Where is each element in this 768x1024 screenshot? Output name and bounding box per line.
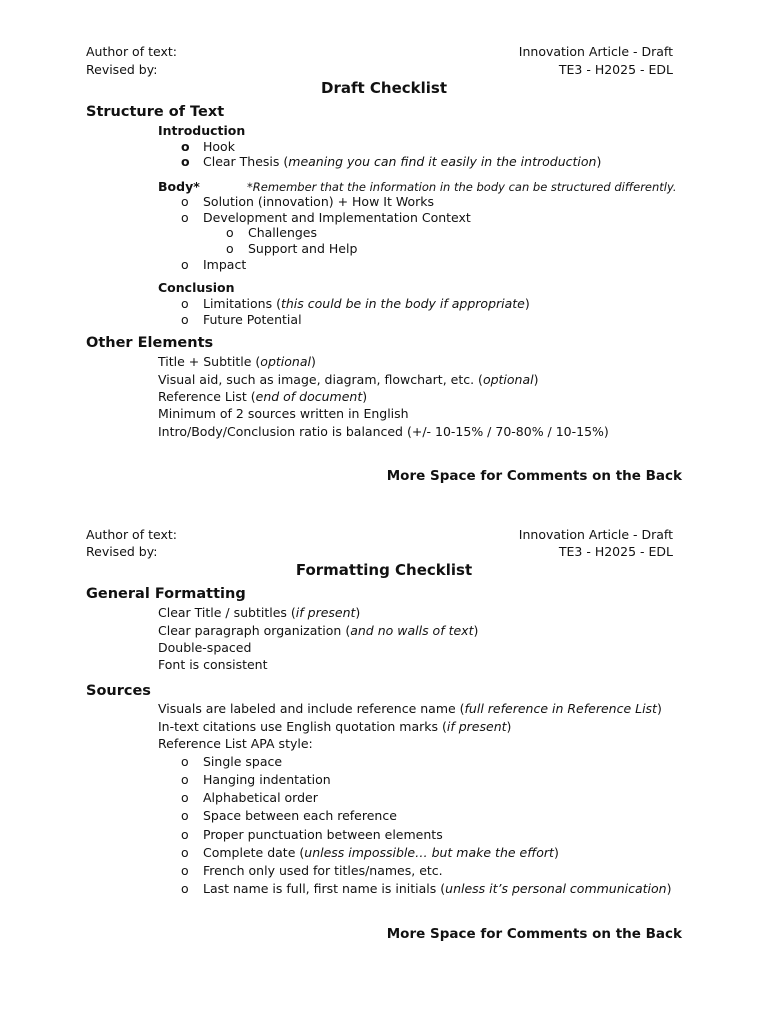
sub-item: Development and Implementation Context bbox=[203, 210, 471, 225]
checklist-item: Reference List APA style: bbox=[158, 736, 313, 751]
section-heading: Structure of Text bbox=[86, 104, 225, 120]
circle-bullet-icon: o bbox=[181, 808, 189, 823]
circle-bullet-icon: o bbox=[181, 312, 189, 327]
checklist-item: Reference List (end of document) bbox=[158, 389, 368, 404]
author-label: Author of text: bbox=[86, 527, 177, 542]
checklist-item: In-text citations use English quotation marks (if present) bbox=[158, 719, 512, 734]
checklist-item: Font is consistent bbox=[158, 657, 268, 672]
checklist-item: Introduction bbox=[158, 123, 246, 138]
revised-label: Revised by: bbox=[86, 544, 158, 559]
page-title: Draft Checklist bbox=[321, 79, 447, 97]
article-label: Innovation Article - Draft bbox=[518, 44, 673, 59]
circle-bullet-icon: o bbox=[181, 296, 189, 311]
checklist-item: Double-spaced bbox=[158, 640, 252, 655]
sub-sub-item: Challenges bbox=[248, 225, 318, 240]
back-note: More Space for Comments on the Back bbox=[386, 926, 682, 942]
course-label: TE3 - H2025 - EDL bbox=[558, 62, 673, 77]
course-label: TE3 - H2025 - EDL bbox=[558, 544, 673, 559]
sub-item: Impact bbox=[203, 257, 247, 272]
sub-item: Last name is full, first name is initials (unless it’s personal communication) bbox=[203, 881, 672, 896]
circle-bullet-icon: o bbox=[181, 154, 190, 169]
checklist-item: Clear paragraph organization (and no walls of text) bbox=[158, 623, 479, 638]
sub-item: Space between each reference bbox=[203, 808, 397, 823]
checklist-item: Conclusion bbox=[158, 280, 235, 295]
checklist-item: Visual aid, such as image, diagram, flowchart, etc. (optional) bbox=[158, 372, 539, 387]
circle-bullet-icon: o bbox=[181, 194, 189, 209]
checklist-item: Title + Subtitle (optional) bbox=[158, 354, 316, 369]
circle-bullet-icon: o bbox=[181, 790, 189, 805]
sub-item: Limitations (this could be in the body if appropriate) bbox=[203, 296, 530, 311]
circle-bullet-icon: o bbox=[181, 881, 189, 896]
checklist-item: Visuals are labeled and include reference name (full reference in Reference List) bbox=[158, 701, 662, 716]
circle-bullet-icon: o bbox=[181, 845, 189, 860]
sub-item: Hook bbox=[203, 139, 235, 154]
sub-sub-item: Support and Help bbox=[248, 241, 358, 256]
revised-label: Revised by: bbox=[86, 62, 158, 77]
back-note: More Space for Comments on the Back bbox=[386, 468, 682, 484]
circle-bullet-icon: o bbox=[181, 210, 189, 225]
sub-item: French only used for titles/names, etc. bbox=[203, 863, 443, 878]
circle-bullet-icon: o bbox=[181, 754, 189, 769]
section-heading: Sources bbox=[86, 683, 151, 699]
article-label: Innovation Article - Draft bbox=[518, 527, 673, 542]
circle-bullet-icon: o bbox=[181, 772, 189, 787]
circle-bullet-icon: o bbox=[181, 827, 189, 842]
body-note: *Remember that the information in the body can be structured differently. bbox=[247, 180, 677, 194]
checklist-item: Clear Title / subtitles (if present) bbox=[158, 605, 361, 620]
author-label: Author of text: bbox=[86, 44, 177, 59]
checklist-item: Minimum of 2 sources written in English bbox=[158, 406, 409, 421]
sub-item: Solution (innovation) + How It Works bbox=[203, 194, 435, 209]
sub-item: Alphabetical order bbox=[203, 790, 318, 805]
circle-bullet-icon: o bbox=[181, 863, 189, 878]
sub-item: Hanging indentation bbox=[203, 772, 331, 787]
section-heading: General Formatting bbox=[86, 586, 246, 602]
circle-bullet-icon: o bbox=[181, 257, 189, 272]
sub-item: Complete date (unless impossible… but make the effort) bbox=[203, 845, 559, 860]
section-heading: Other Elements bbox=[86, 335, 214, 351]
sub-item: Clear Thesis (meaning you can find it easily in the introduction) bbox=[203, 154, 602, 169]
circle-bullet-icon: o bbox=[181, 139, 190, 154]
sub-item: Future Potential bbox=[203, 312, 302, 327]
circle-bullet-icon: o bbox=[226, 241, 234, 256]
checklist-item: Body* bbox=[158, 179, 200, 194]
circle-bullet-icon: o bbox=[226, 225, 234, 240]
sub-item: Single space bbox=[203, 754, 283, 769]
checklist-item: Intro/Body/Conclusion ratio is balanced (+/- 10-15% / 70-80% / 10-15%) bbox=[158, 424, 609, 439]
sub-item: Proper punctuation between elements bbox=[203, 827, 443, 842]
page-title: Formatting Checklist bbox=[295, 561, 473, 579]
